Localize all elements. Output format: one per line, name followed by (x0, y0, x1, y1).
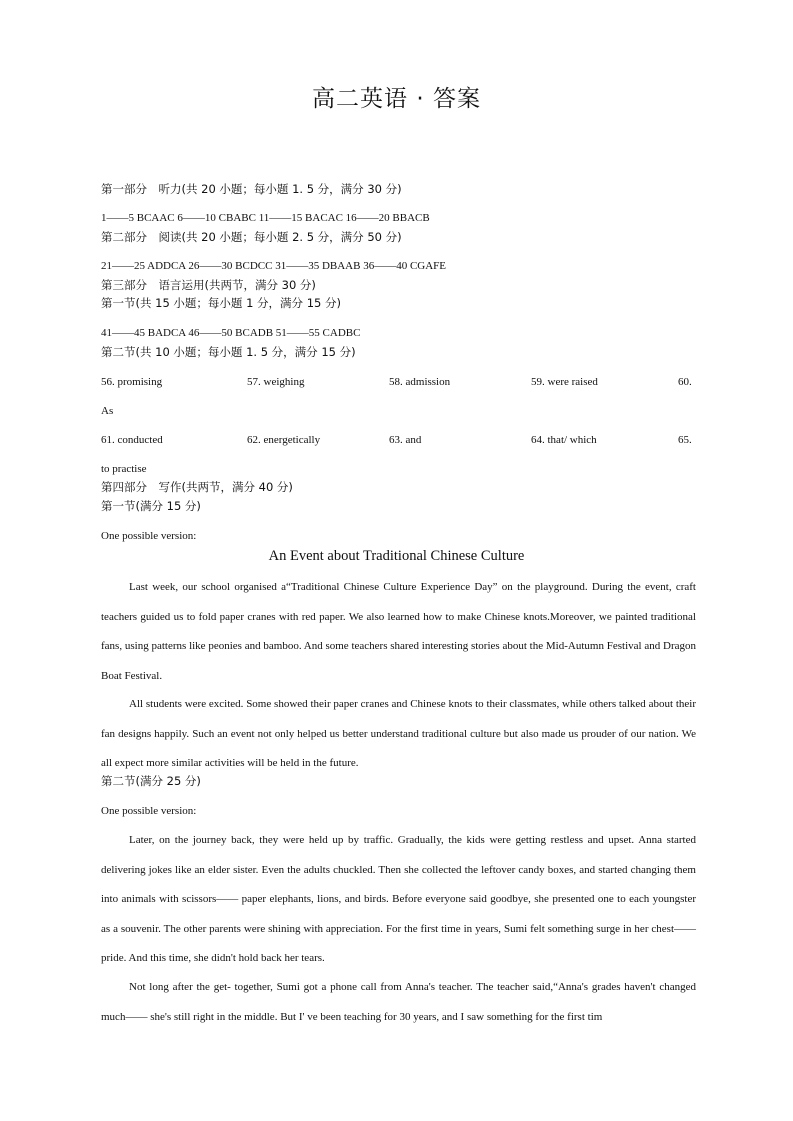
essay-title: An Event about Traditional Chinese Culture (268, 548, 525, 564)
answer-63: 63. and (389, 434, 422, 446)
part4-section2-heading: 第二节(满分 25 分) (101, 774, 201, 788)
answer-61: 61. conducted (101, 434, 163, 446)
essay2-paragraph-1: Later, on the journey back, they were held up by traffic. Gradually, the kids were getting restless and upset. Anna started delivering jokes like an elder sister. Even the adults chuckled. Then she collected the leftover candy boxes, and started changing them into animals with scissors—— paper elephants, lions, and birds. Before everyone said goodbye, she presented one to each youngster as a souvenir. The other parents were shining with appreciation. For the first time in years, Sumi felt something surge in her chest—— pride. And this time, she didn't hold back her tears. (101, 834, 696, 964)
part2-heading: 第二部分 阅读(共 20 小题；每小题 2. 5 分，满分 50 分) (101, 230, 402, 244)
essay1-paragraph-1: Last week, our school organised a“Traditional Chinese Culture Experience Day” on the playground. During the event, craft teachers guided us to fold paper cranes with red paper. We also learned how to make Chinese knots.Moreover, we painted traditional fans, using patterns like peonies and bamboo. And some teachers shared interesting stories about the Mid-Autumn Festival and Dragon Boat Festival. (101, 581, 696, 682)
section2-version-label: One possible version: (101, 805, 197, 817)
part1-answers: 1——5 BCAAC 6——10 CBABC 11——15 BACAC 16——20 BBACB (101, 212, 430, 224)
answer-60-label: 60. (678, 376, 692, 388)
answer-59: 59. were raised (531, 376, 598, 388)
answer-58: 58. admission (389, 376, 451, 388)
part2-answers: 21——25 ADDCA 26——30 BCDCC 31——35 DBAAB 36——40 CGAFE (101, 260, 447, 272)
part3-section2-heading: 第二节(共 10 小题；每小题 1. 5 分，满分 15 分) (101, 345, 356, 359)
essay1-paragraph-2: All students were excited. Some showed their paper cranes and Chinese knots to their classmates, while others talked about their fan designs happily. Such an event not only helped us better understand traditional culture but also made us prouder of our nation. We all expect more similar activities will be held in the future. (101, 698, 696, 769)
part3-section1-answers: 41——45 BADCA 46——50 BCADB 51——55 CADBC (101, 327, 361, 339)
page-title: 高二英语 · 答案 (312, 86, 481, 112)
answer-65-value: to practise (101, 463, 147, 475)
answer-60-value: As (101, 405, 114, 417)
answer-64: 64. that/ which (531, 434, 597, 446)
answer-62: 62. energetically (247, 434, 321, 446)
part3-section1-heading: 第一节(共 15 小题；每小题 1 分，满分 15 分) (101, 296, 341, 310)
essay2-paragraph-2: Not long after the get- together, Sumi got a phone call from Anna's teacher. The teacher said,“Anna's grades haven't changed much—— she's still right in the middle. But I' ve been teaching for 30 years, and I saw something for the first tim (101, 981, 696, 1023)
answer-57: 57. weighing (247, 376, 305, 388)
part4-section1-heading: 第一节(满分 15 分) (101, 499, 201, 513)
answer-56: 56. promising (101, 376, 163, 388)
section1-version-label: One possible version: (101, 530, 197, 542)
part4-heading: 第四部分 写作(共两节，满分 40 分) (101, 480, 293, 494)
part3-heading: 第三部分 语言运用(共两节，满分 30 分) (101, 278, 316, 292)
answer-65-label: 65. (678, 434, 692, 446)
part1-heading: 第一部分 听力(共 20 小题；每小题 1. 5 分，满分 30 分) (101, 182, 402, 196)
